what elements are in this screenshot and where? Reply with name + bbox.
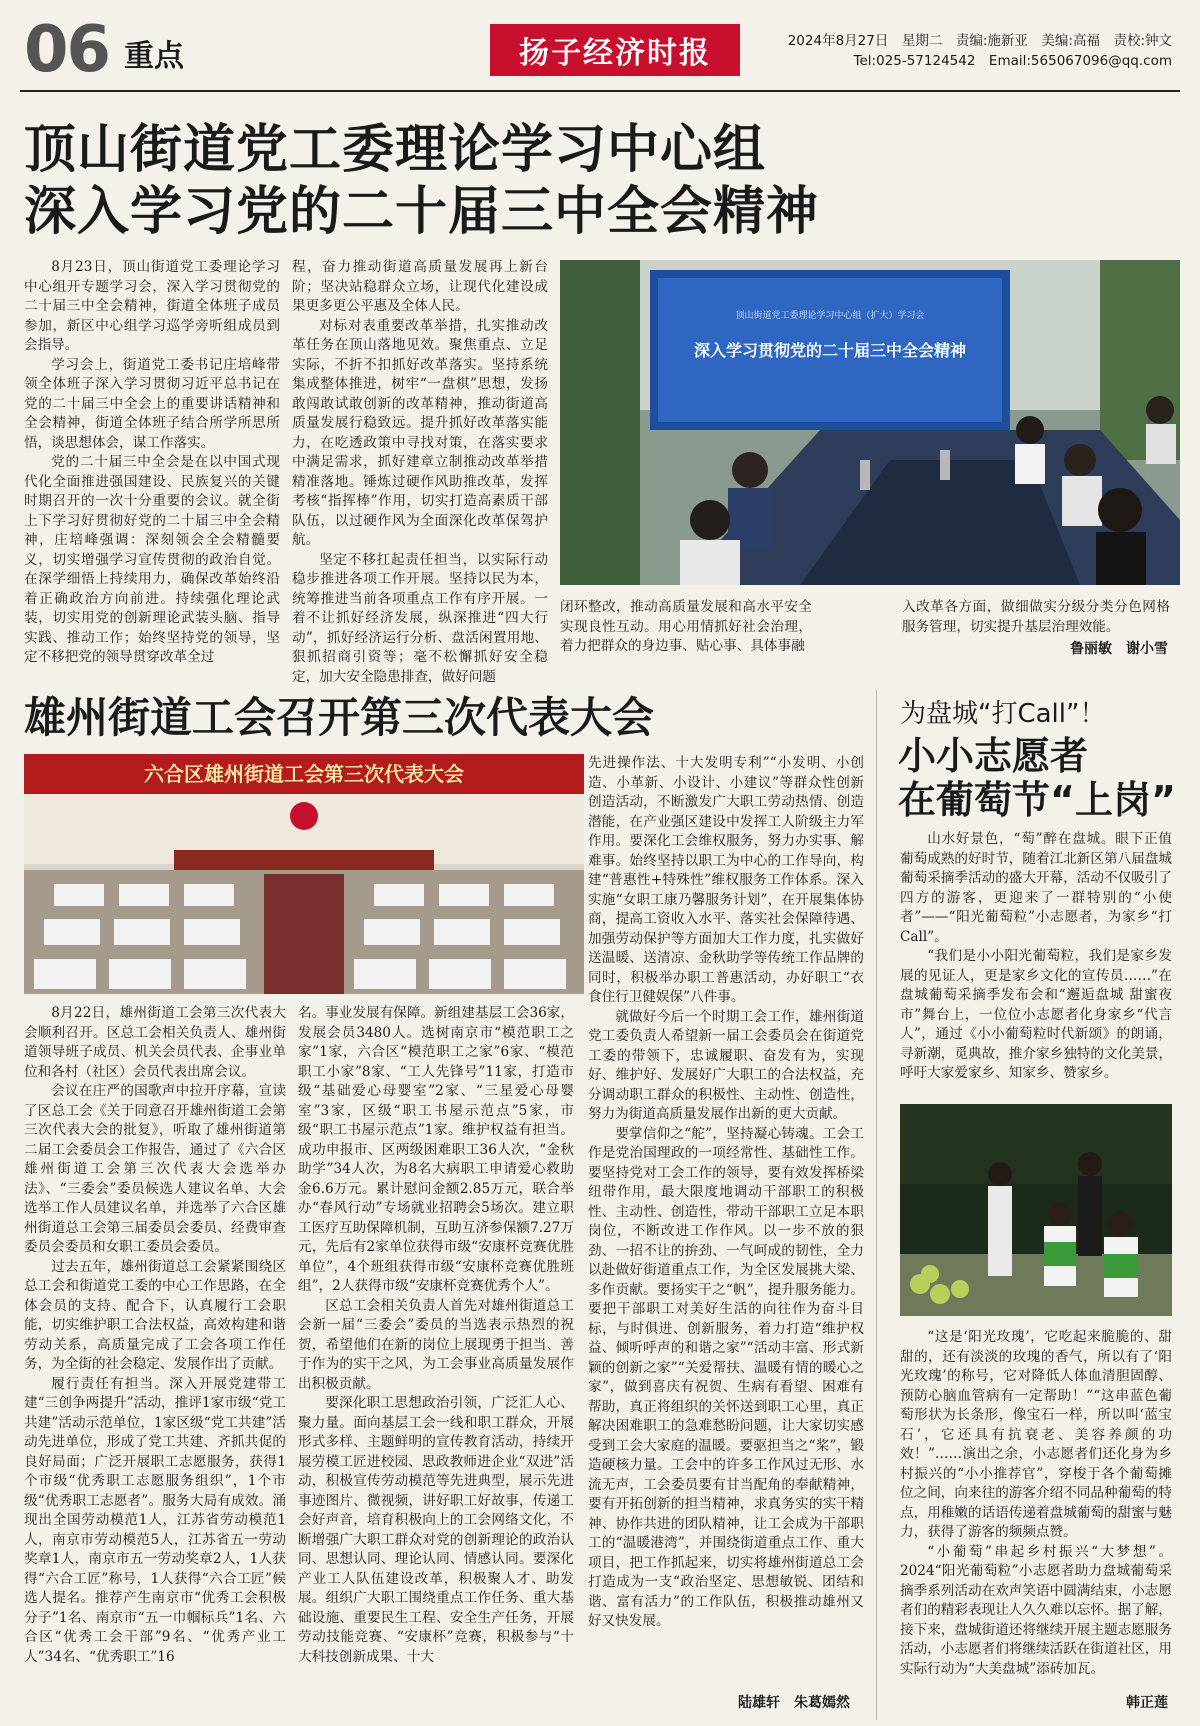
paragraph: “小葡萄”串起乡村振兴“大梦想”。2024“阳光葡萄粒”小志愿者助力盘城葡萄采摘季系列活动在欢声笑语中圆满结束，小志愿者们的精彩表现让人久久难以忘怀。据了解，接下来，盘城街道还将继续开展主题志愿服务活动，小志愿者们将继续活跃在街道社区，用实际行动为“大美盘城”添砖加瓦。 [900, 1543, 1172, 1677]
article3-byline: 韩正莲 [1126, 1695, 1168, 1711]
screen-title: 深入学习贯彻党的二十届三中全会精神 [693, 341, 967, 360]
page-number: 06 [24, 13, 110, 87]
paragraph: 程，奋力推动街道高质量发展再上新台阶；坚决站稳群众立场，让现代化建设成果更多更公平惠及全体人民。 [292, 259, 548, 314]
header-rule [20, 90, 1180, 92]
assembly-banner: 六合区雄州街道工会第三次代表大会 [144, 762, 464, 786]
paragraph: 过去五年，雄州街道总工会紧紧围绕区总工会和街道党工委的中心工作思路，在全体会员的支持、配合下，认真履行工会职能，切实维护职工合法权益，高效构建和谐劳动关系，高质量完成了工会各项工作任务，为全街的社会稳定、发展作出了贡献。 [24, 1258, 286, 1372]
paragraph: “这是‘阳光玫瑰’，它吃起来脆脆的、甜甜的，还有淡淡的玫瑰的香气，所以有了‘阳光玫瑰’的称号，它对降低人体血清胆固醇、预防心脑血管病有一定帮助！”“这串蓝色葡萄形状为长条形，像宝石一样，所以叫‘蓝宝石’，它还具有抗衰老、美容养颜的功效！”……演出之余，小志愿者们还化身为乡村振兴的“小小推荐官”，穿梭于各个葡萄摊位之间，向来往的游客介绍不同品种葡萄的特点，用稚嫩的话语传递着盘城葡萄的甜蜜与魅力，获得了游客的频频点赞。 [900, 1329, 1172, 1540]
article3-title-line1: 小小志愿者 [898, 734, 1089, 778]
paragraph: “我们是小小阳光葡萄粒，我们是家乡发展的见证人，更是家乡文化的宣传员……”在盘城葡萄采摘季发布会和“邂逅盘城 甜蜜夜市”舞台上，一位位小志愿者化身家乡“代言人”，通过《小小葡萄粒时代新颂》的朗诵，寻新潮，觅典故，推介家乡独特的文化美景，呼吁大家爱家乡、知家乡、赞家乡。 [900, 948, 1172, 1081]
contact-meta: Tel:025-57124542 Email:565067096@qq.com [853, 53, 1172, 69]
article3-body-2 [900, 1328, 1172, 1678]
section-label: 重点 [124, 39, 184, 74]
paragraph: 8月23日，顶山街道党工委理论学习中心组开专题学习会，深入学习贯彻党的二十届三中全会精神，街道全体班子成员参加，新区中心组学习巡学旁听组成员到会指导。 [24, 259, 280, 353]
paragraph: 闭环整改，推动高质量发展和高水平安全实现良性互动。用心用情抓好社会治理，着力把群众的身边事、贴心事、具体事融 [560, 599, 812, 654]
article2-title: 雄州街道工会召开第三次代表大会 [24, 693, 655, 742]
article3-kicker: 为盘城“打Call”！ [900, 699, 1106, 729]
paragraph: 就做好今后一个时期工会工作，雄州街道党工委负责人希望新一届工会委员会在街道党工委的带领下，忠诚履职、奋发有为，实现好、维护好、发展好广大职工的合法权益，充分调动职工群众的积极性、主动性、创造性，努力为街道高质量发展作出新的更大贡献。 [588, 1008, 864, 1122]
paragraph: 8月22日，雄州街道工会第三次代表大会顺利召开。区总工会相关负责人、雄州街道领导班子成员、机关会员代表、企事业单位和各村（社区）会员代表出席会议。 [24, 1005, 286, 1080]
article2-byline: 陆雄轩 朱葛嫣然 [738, 1695, 850, 1711]
paragraph: 要掌信仰之“舵”，坚持凝心铸魂。工会工作是党治国理政的一项经常性、基础性工作。要坚持党对工会工作的领导，要有效发挥桥梁纽带作用，最大限度地调动干部职工的积极性、主动性、创造性，带动干部职工立足本职岗位，不断改进工作作风。以一步不放的狠劲、一招不让的拚劲、一气呵成的韧性，全力以赴做好街道重点工作，为全区发展挑大梁、多作贡献。要扬实干之“帆”，提升服务能力。要把干部职工对美好生活的向往作为奋斗目标，与时俱进、创新服务，着力打造“维护权益、倾听呼声的和谐之家”“活动丰富、形式新颖的创新之家”“关爱帮扶、温暖有情的暖心之家”，做到喜庆有祝贺、生病有看望、困难有帮助，真正将组织的关怀送到职工心里，真正解决困难职工的急难愁盼问题，让大家切实感受到工会大家庭的温暖。要驱担当之“桨”，锻造硬核力量。工会中的许多工作风过无形、水流无声，工会委员要有甘当配角的奉献精神，要有开拓创新的担当精神，求真务实的实干精神、协作共进的团队精神，让工会成为干部职工的“温暖港湾”，并围绕街道重点工作、重大项目，把工作抓起来，切实将雄州街道总工会打造成为一支“政治坚定、思想敏锐、团结和谐、富有活力”的工作队伍，积极推动雄州又好又快发展。 [588, 1125, 864, 1629]
paragraph: 山水好景色，“萄”醉在盘城。眼下正值葡萄成熟的好时节，随着江北新区第八届盘城葡萄采摘季活动的盛大开幕，活动不仅吸引了四方的游客，更迎来了一群特别的“小使者”——“阳光葡萄粒”小志愿者，为家乡“打Call”。 [900, 831, 1172, 945]
issue-meta: 2024年8月27日 星期二 责编:施新亚 美编:高福 责校:钟文 [787, 33, 1172, 49]
article2-column-2 [298, 1004, 574, 1714]
article2-column-1 [24, 1004, 286, 1714]
paragraph: 先进操作法、十大发明专利”“小发明、小创造、小革新、小设计、小建议”等群众性创新创造活动，不断激发广大职工劳动热情、创造潜能，在产业强区建设中发挥工人阶级主力军作用。要深化工会维权服务，努力办实事、解难事。始终坚持以职工为中心的工作导向，构建“普惠性+特殊性”维权服务工作体系。深入实施“女职工康乃馨服务计划”，在开展集体协商，提高工资收入水平、落实社会保障待遇、加强劳动保护等方面加大工作力度，扎实做好送温暖、送清凉、金秋助学等传统工作品牌的同时，积极举办职工普惠活动，办好职工“衣食住行卫健娱保”八件事。 [588, 755, 864, 1005]
meeting-photo [560, 260, 1180, 585]
assembly-photo-art [24, 754, 584, 994]
article3-title-line2: 在葡萄节“上岗” [898, 778, 1176, 822]
paragraph: 坚定不移扛起责任担当，以实际行动稳步推进各项工作开展。坚持以民为本，统筹推进当前各项重点工作有序开展。一着不让抓好经济发展，纵深推进“四大行动”，抓好经济运行分析、盘活闲置用地、狠抓招商引资等；毫不松懈抓好安全稳定，加大安全隐患排查，做好问题 [292, 551, 548, 685]
paragraph: 履行责任有担当。深入开展党建带工建“三创争两提升”活动，推评1家市级“党工共建”活动示范单位，1家区级“党工共建”活动先进单位，形成了党工共建、齐抓共促的良好局面；广泛开展职工志愿服务，获得1个市级“优秀职工志愿服务组织”，1个市级“优秀职工志愿者”。服务大局有成效。涌现出全国劳动模范1人，江苏省劳动模范1人，南京市劳动模范5人，江苏省五一劳动奖章1人，南京市五一劳动奖章2人，1人获得“六合工匠”称号，1人获得“六合工匠”候选人提名。推荐产生南京市“优秀工会积极分子”1名、南京市“五一巾帼标兵”1名、六合区“优秀工会干部”9名、“优秀产业工人”34名、“优秀职工”16 [24, 1375, 286, 1665]
masthead [20, 13, 1180, 87]
assembly-photo [24, 754, 584, 994]
newspaper-logo: 扬子经济时报 [490, 24, 740, 76]
article1-column-4 [902, 598, 1170, 642]
article2-column-3 [588, 754, 864, 1684]
article1-column-1 [24, 258, 280, 665]
screen-subtitle: 顶山街道党工委理论学习中心组（扩大）学习会 [735, 311, 925, 321]
article1-column-3 [560, 598, 812, 662]
article1-title-line2: 深入学习党的二十届三中全会精神 [24, 182, 820, 242]
paragraph: 会议在庄严的国歌声中拉开序幕，宣读了区总工会《关于同意召开雄州街道工会第三次代表大会的批复》，听取了雄州街道第二届工会委员会工作报告，通过了《六合区雄州街道工会第三次代表大会选举办法》、“三委会”委员候选人建议名单、大会选举工作人员建议名单，并选举了六合区雄州街道总工会第三届委员会委员、经费审查委员会委员和女职工委员会委员。 [24, 1083, 286, 1255]
paragraph: 入改革各方面，做细做实分级分类分色网格服务管理，切实提升基层治理效能。 [902, 599, 1170, 635]
paragraph: 对标对表重要改革举措，扎实推动改革任务在顶山落地见效。聚焦重点、立足实际，不折不扣抓好改革落实。坚持系统集成整体推进，树牢“一盘棋”思想，发扬敢闯敢试敢创新的改革精神，推动街道高质量发展行稳致远。提升抓好改革落实能力，在吃透政策中寻找对策，在落实要求中满足需求，抓好建章立制推动改革举措精准落地。锤炼过硬作风助推改革，发挥考核“指挥棒”作用，切实打造高素质干部队伍，以过硬作风为全面深化改革保驾护航。 [292, 317, 548, 548]
column-divider [876, 690, 877, 1720]
meeting-photo-art [560, 260, 1180, 585]
paragraph: 名。事业发展有保障。新组建基层工会36家，发展会员3480人。选树南京市“模范职工之家”1家，六合区“模范职工之家”6家、“模范职工小家”8家、“工人先锋号”11家，打造市级“基础爱心母婴室”2家、“三星爱心母婴室”3家，区级“职工书屋示范点”5家，市级“职工书屋示范点”1家。维护权益有担当。成功申报市、区两级困难职工36人次，“金秋助学”34人次，为8名大病职工申请爱心救助金6.6万元。累计慰问金额2.85万元，联合举办“春风行动”专场就业招聘会5场次。建立职工医疗互助保障机制，互助互济参保额7.27万元，先后有2家单位获得市级“安康杯竞赛优胜单位”，4个班组获得市级“安康杯竞赛优胜班组”，2人获得市级“安康杯竞赛优秀个人”。 [298, 1005, 574, 1294]
article3-body-1 [900, 830, 1172, 1100]
article1-title-line1: 顶山街道党工委理论学习中心组 [24, 120, 767, 180]
paragraph: 学习会上，街道党工委书记庄培峰带领全体班子深入学习贯彻习近平总书记在党的二十届三中全会上的重要讲话精神和全会精神，街道全体班子结合所学所思所悟，谈思想体会，谋工作落实。 [24, 356, 280, 451]
paragraph: 区总工会相关负责人首先对雄州街道总工会新一届“三委会”委员的当选表示热烈的祝贺，希望他们在新的岗位上展现勇于担当、善于作为的实干之风，为工会事业高质量发展作出积极贡献。 [298, 1297, 574, 1392]
paragraph: 要深化职工思想政治引领，广泛汇人心、聚力量。面向基层工会一线和职工群众，开展形式多样、主题鲜明的宣传教育活动，持续开展劳模工匠进校园、思政教师进企业“双进”活动，积极宣传劳动模范等先进典型，展示先进事迹图片、微视频，讲好职工好故事，传递工会好声音，培育积极向上的工会网络文化，不断增强广大职工群众对党的创新理论的政治认同、思想认同、理论认同、情感认同。要深化产业工人队伍建设改革，积极聚人才、助发展。组织广大职工围绕重点工作任务、重大基础设施、重要民生工程、安全生产任务，开展劳动技能竞赛、“安康杯”竞赛，积极参与“十大科技创新成果、十大 [298, 1395, 574, 1665]
volunteers-photo [900, 1104, 1172, 1316]
paragraph: 党的二十届三中全会是在以中国式现代化全面推进强国建设、民族复兴的关键时期召开的一次十分重要的会议。就全街上下学习好贯彻好党的二十届三中全会精神，庄培峰强调：深刻领会全会精髓要义，切实增强学习宣传贯彻的政治自觉。在深学细悟上持续用力，确保改革始终沿着正确政治方向前进。持续强化理论武装，切实用党的创新理论武装头脑、指导实践、推动工作；始终坚持党的领导，坚定不移把党的领导贯穿改革全过 [24, 454, 280, 665]
article1-column-2 [292, 258, 548, 685]
article1-byline: 鲁丽敏 谢小雪 [1070, 641, 1168, 657]
volunteers-photo-art [900, 1104, 1172, 1316]
